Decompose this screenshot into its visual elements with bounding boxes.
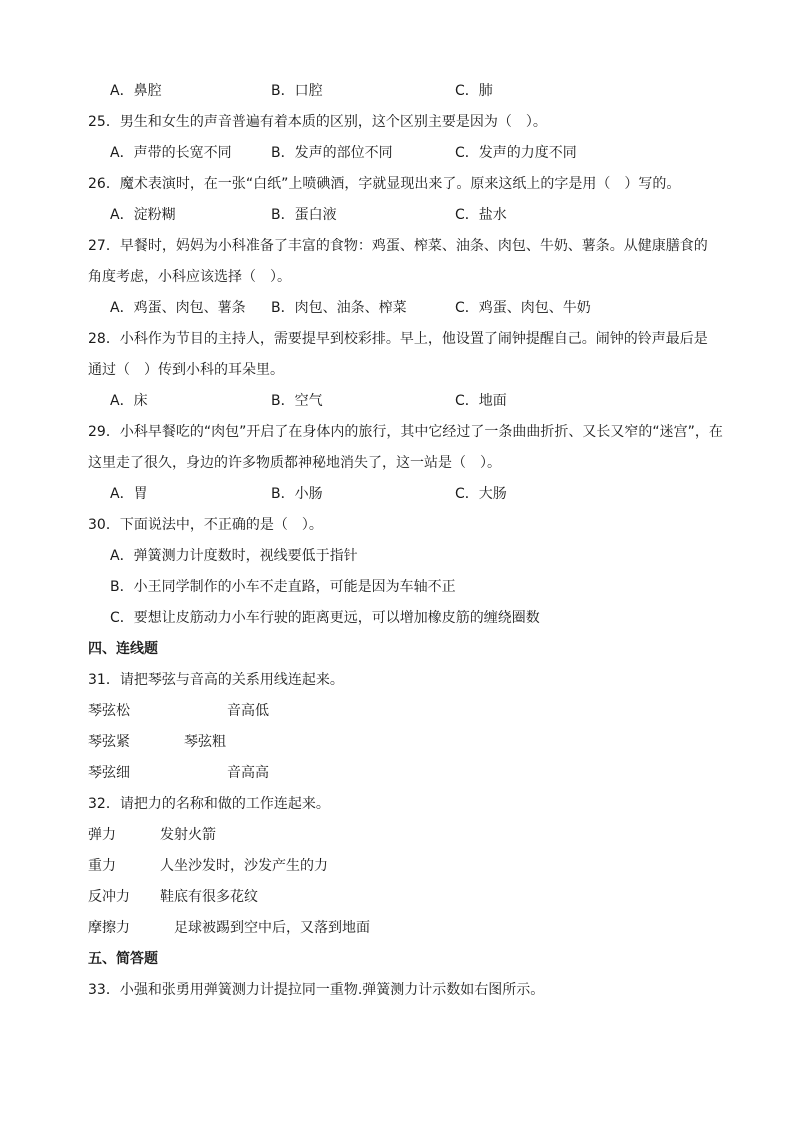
q30-option-a[interactable]: A．弹簧测力计度数时，视线要低于指针 [110,548,358,564]
q25-option-c[interactable]: C．发声的力度不同 [455,145,577,161]
q29-options [0,479,794,510]
q26-option-c[interactable]: C．盐水 [455,207,507,223]
q29-option-a[interactable]: A．胃 [110,486,148,502]
q32-row [0,882,794,913]
q27-text-line2: 角度考虑，小科应该选择（ ）。 [88,269,291,285]
q24-option-c[interactable]: C．肺 [455,83,493,99]
q29-text-line2: 这里走了很久，身边的许多物质都神秘地消失了，这一站是（ ）。 [88,455,501,471]
q31-left-item[interactable]: 琴弦松 [88,703,130,719]
q29-option-b[interactable]: B．小肠 [271,486,323,502]
q31-text: 31．请把琴弦与音高的关系用线连起来。 [88,672,344,688]
q32-text: 32．请把力的名称和做的工作连起来。 [88,796,330,812]
q32-right-item[interactable]: 人坐沙发时，沙发产生的力 [160,858,328,874]
q26-option-a[interactable]: A．淀粉糊 [110,207,176,223]
q25-text: 25．男生和女生的声音普遍有着本质的区别，这个区别主要是因为（ ）。 [88,114,547,130]
q28-text-line1: 28．小科作为节目的主持人，需要提早到校彩排。早上，他设置了闹钟提醒自己。闹钟的铃声最后是 [88,331,708,347]
q27-option-c[interactable]: C．鸡蛋、肉包、牛奶 [455,300,591,316]
q32-left-item[interactable]: 重力 [88,858,116,874]
q31-right-item[interactable]: 音高高 [227,765,269,781]
q28-options [0,386,794,417]
q27-option-a[interactable]: A．鸡蛋、肉包、薯条 [110,300,246,316]
exam-page [0,76,794,1006]
q31-right-item[interactable]: 音高低 [227,703,269,719]
q32-left-item[interactable]: 摩擦力 [88,920,130,936]
q26-options [0,200,794,231]
q27-text-line1: 27．早餐时，妈妈为小科准备了丰富的食物：鸡蛋、榨菜、油条、肉包、牛奶、薯条。从健康膳食的 [88,238,708,254]
q32-right-item[interactable]: 鞋底有很多花纹 [160,889,258,905]
q32-right-item[interactable]: 发射火箭 [160,827,216,843]
q32-right-item[interactable]: 足球被踢到空中后，又落到地面 [174,920,370,936]
q26-option-b[interactable]: B．蛋白液 [271,207,337,223]
q27-options [0,293,794,324]
q32-row [0,851,794,882]
q29-text-line1: 29．小科早餐吃的“肉包”开启了在身体内的旅行，其中它经过了一条曲曲折折、又长又窄的“迷宫”，在 [88,424,723,440]
q28-option-c[interactable]: C．地面 [455,393,507,409]
q33-text: 33．小强和张勇用弹簧测力计提拉同一重物.弹簧测力计示数如右图所示。 [88,982,545,998]
q32-row [0,820,794,851]
q31-row [0,758,794,789]
q31-right-item[interactable]: 琴弦粗 [184,734,226,750]
q30-option-b[interactable]: B．小王同学制作的小车不走直路，可能是因为车轴不正 [110,579,456,595]
q25-option-a[interactable]: A．声带的长宽不同 [110,145,232,161]
q32-left-item[interactable]: 反冲力 [88,889,130,905]
q28-text-line2: 通过（ ）传到小科的耳朵里。 [88,362,284,378]
q29-option-c[interactable]: C．大肠 [455,486,507,502]
q31-left-item[interactable]: 琴弦细 [88,765,130,781]
section-heading-matching: 四、连线题 [88,641,158,657]
q30-option-c[interactable]: C．要想让皮筋动力小车行驶的距离更远，可以增加橡皮筋的缠绕圈数 [110,610,540,626]
q31-row [0,696,794,727]
q28-option-a[interactable]: A．床 [110,393,148,409]
q30-text: 30．下面说法中，不正确的是（ ）。 [88,517,323,533]
section-heading-short-answer: 五、简答题 [88,951,158,967]
q26-text: 26．魔术表演时，在一张“白纸”上喷碘酒，字就显现出来了。原来这纸上的字是用（ ）写的。 [88,176,681,192]
q24-option-a[interactable]: A．鼻腔 [110,83,162,99]
q25-option-b[interactable]: B．发声的部位不同 [271,145,393,161]
q28-option-b[interactable]: B．空气 [271,393,323,409]
q31-left-item[interactable]: 琴弦紧 [88,734,130,750]
q31-row [0,727,794,758]
q32-row [0,913,794,944]
q24-option-b[interactable]: B．口腔 [271,83,323,99]
q24-options [0,76,794,107]
q32-left-item[interactable]: 弹力 [88,827,116,843]
q27-option-b[interactable]: B．肉包、油条、榨菜 [271,300,407,316]
q25-options [0,138,794,169]
